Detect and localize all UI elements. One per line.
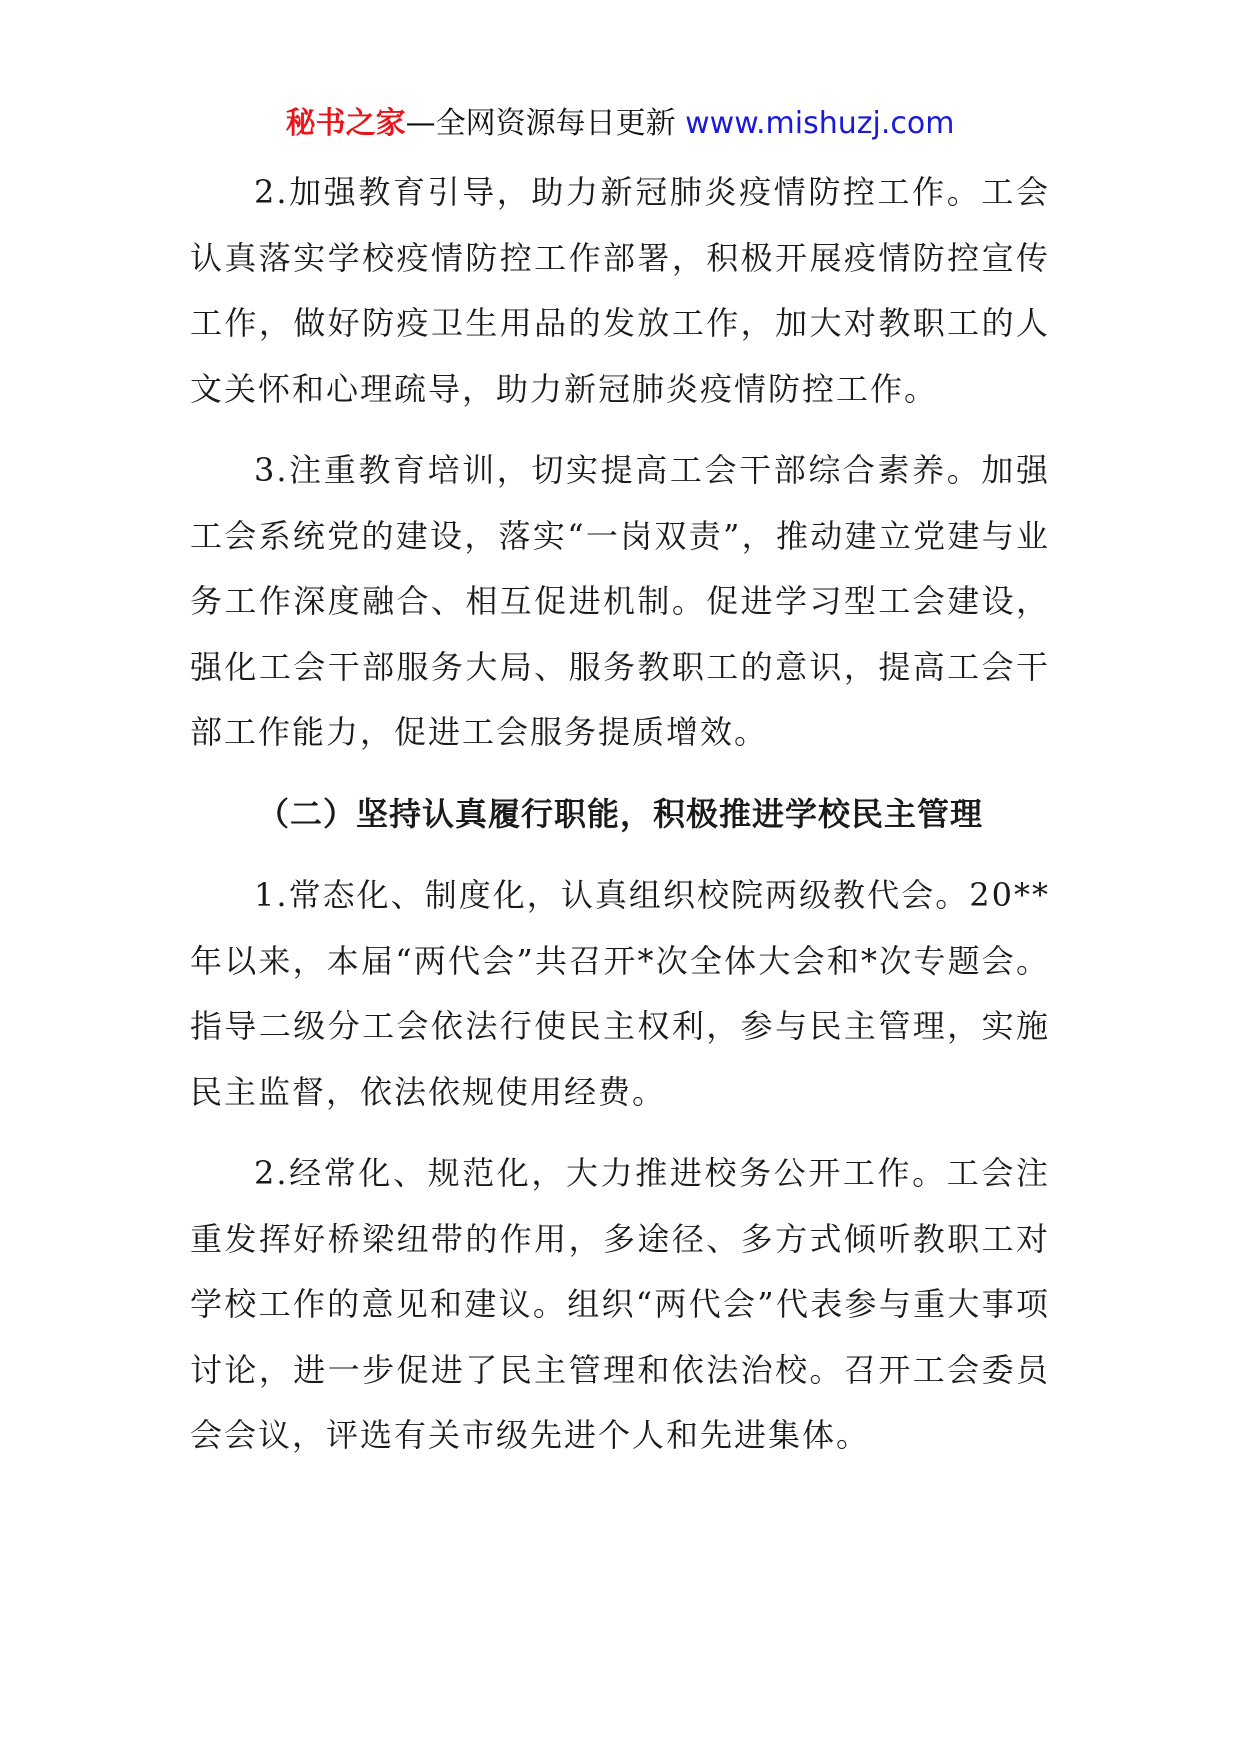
paragraph-epidemic-prevention: 2.加强教育引导，助力新冠肺炎疫情防控工作。工会认真落实学校疫情防控工作部署，积极开展疫情防控宣传工作，做好防疫卫生用品的发放工作，加大对教职工的人文关怀和心理疏导，助力新冠肺炎疫情防控工作。 <box>190 173 1050 408</box>
paragraph-congress: 1.常态化、制度化，认真组织校院两级教代会。20**年以来，本届“两代会”共召开*次全体大会和*次专题会。指导二级分工会依法行使民主权利，参与民主管理，实施民主监督，依法依规使用经费。 <box>190 876 1050 1111</box>
site-url: www.mishuzj.com <box>685 106 955 141</box>
header-tagline: —全网资源每日更新 <box>405 106 676 141</box>
brand-name: 秘书之家 <box>285 106 406 141</box>
paragraph-training: 3.注重教育培训，切实提高工会干部综合素养。加强工会系统党的建设，落实“一岗双责”，推动建立党建与业务工作深度融合、相互促进机制。促进学习型工会建设，强化工会干部服务大局、服务教职工的意识，提高工会干部工作能力，促进工会服务提质增效。 <box>190 451 1050 751</box>
document-body <box>190 160 1050 1485</box>
paragraph-affairs-disclosure: 2.经常化、规范化，大力推进校务公开工作。工会注重发挥好桥梁纽带的作用，多途径、多方式倾听教职工对学校工作的意见和建议。组织“两代会”代表参与重大事项讨论，进一步促进了民主管理和依法治校。召开工会委员会会议，评选有关市级先进个人和先进集体。 <box>190 1154 1050 1454</box>
site-watermark-header <box>0 100 1240 148</box>
section-heading: （二）坚持认真履行职能，积极推进学校民主管理 <box>256 794 983 833</box>
